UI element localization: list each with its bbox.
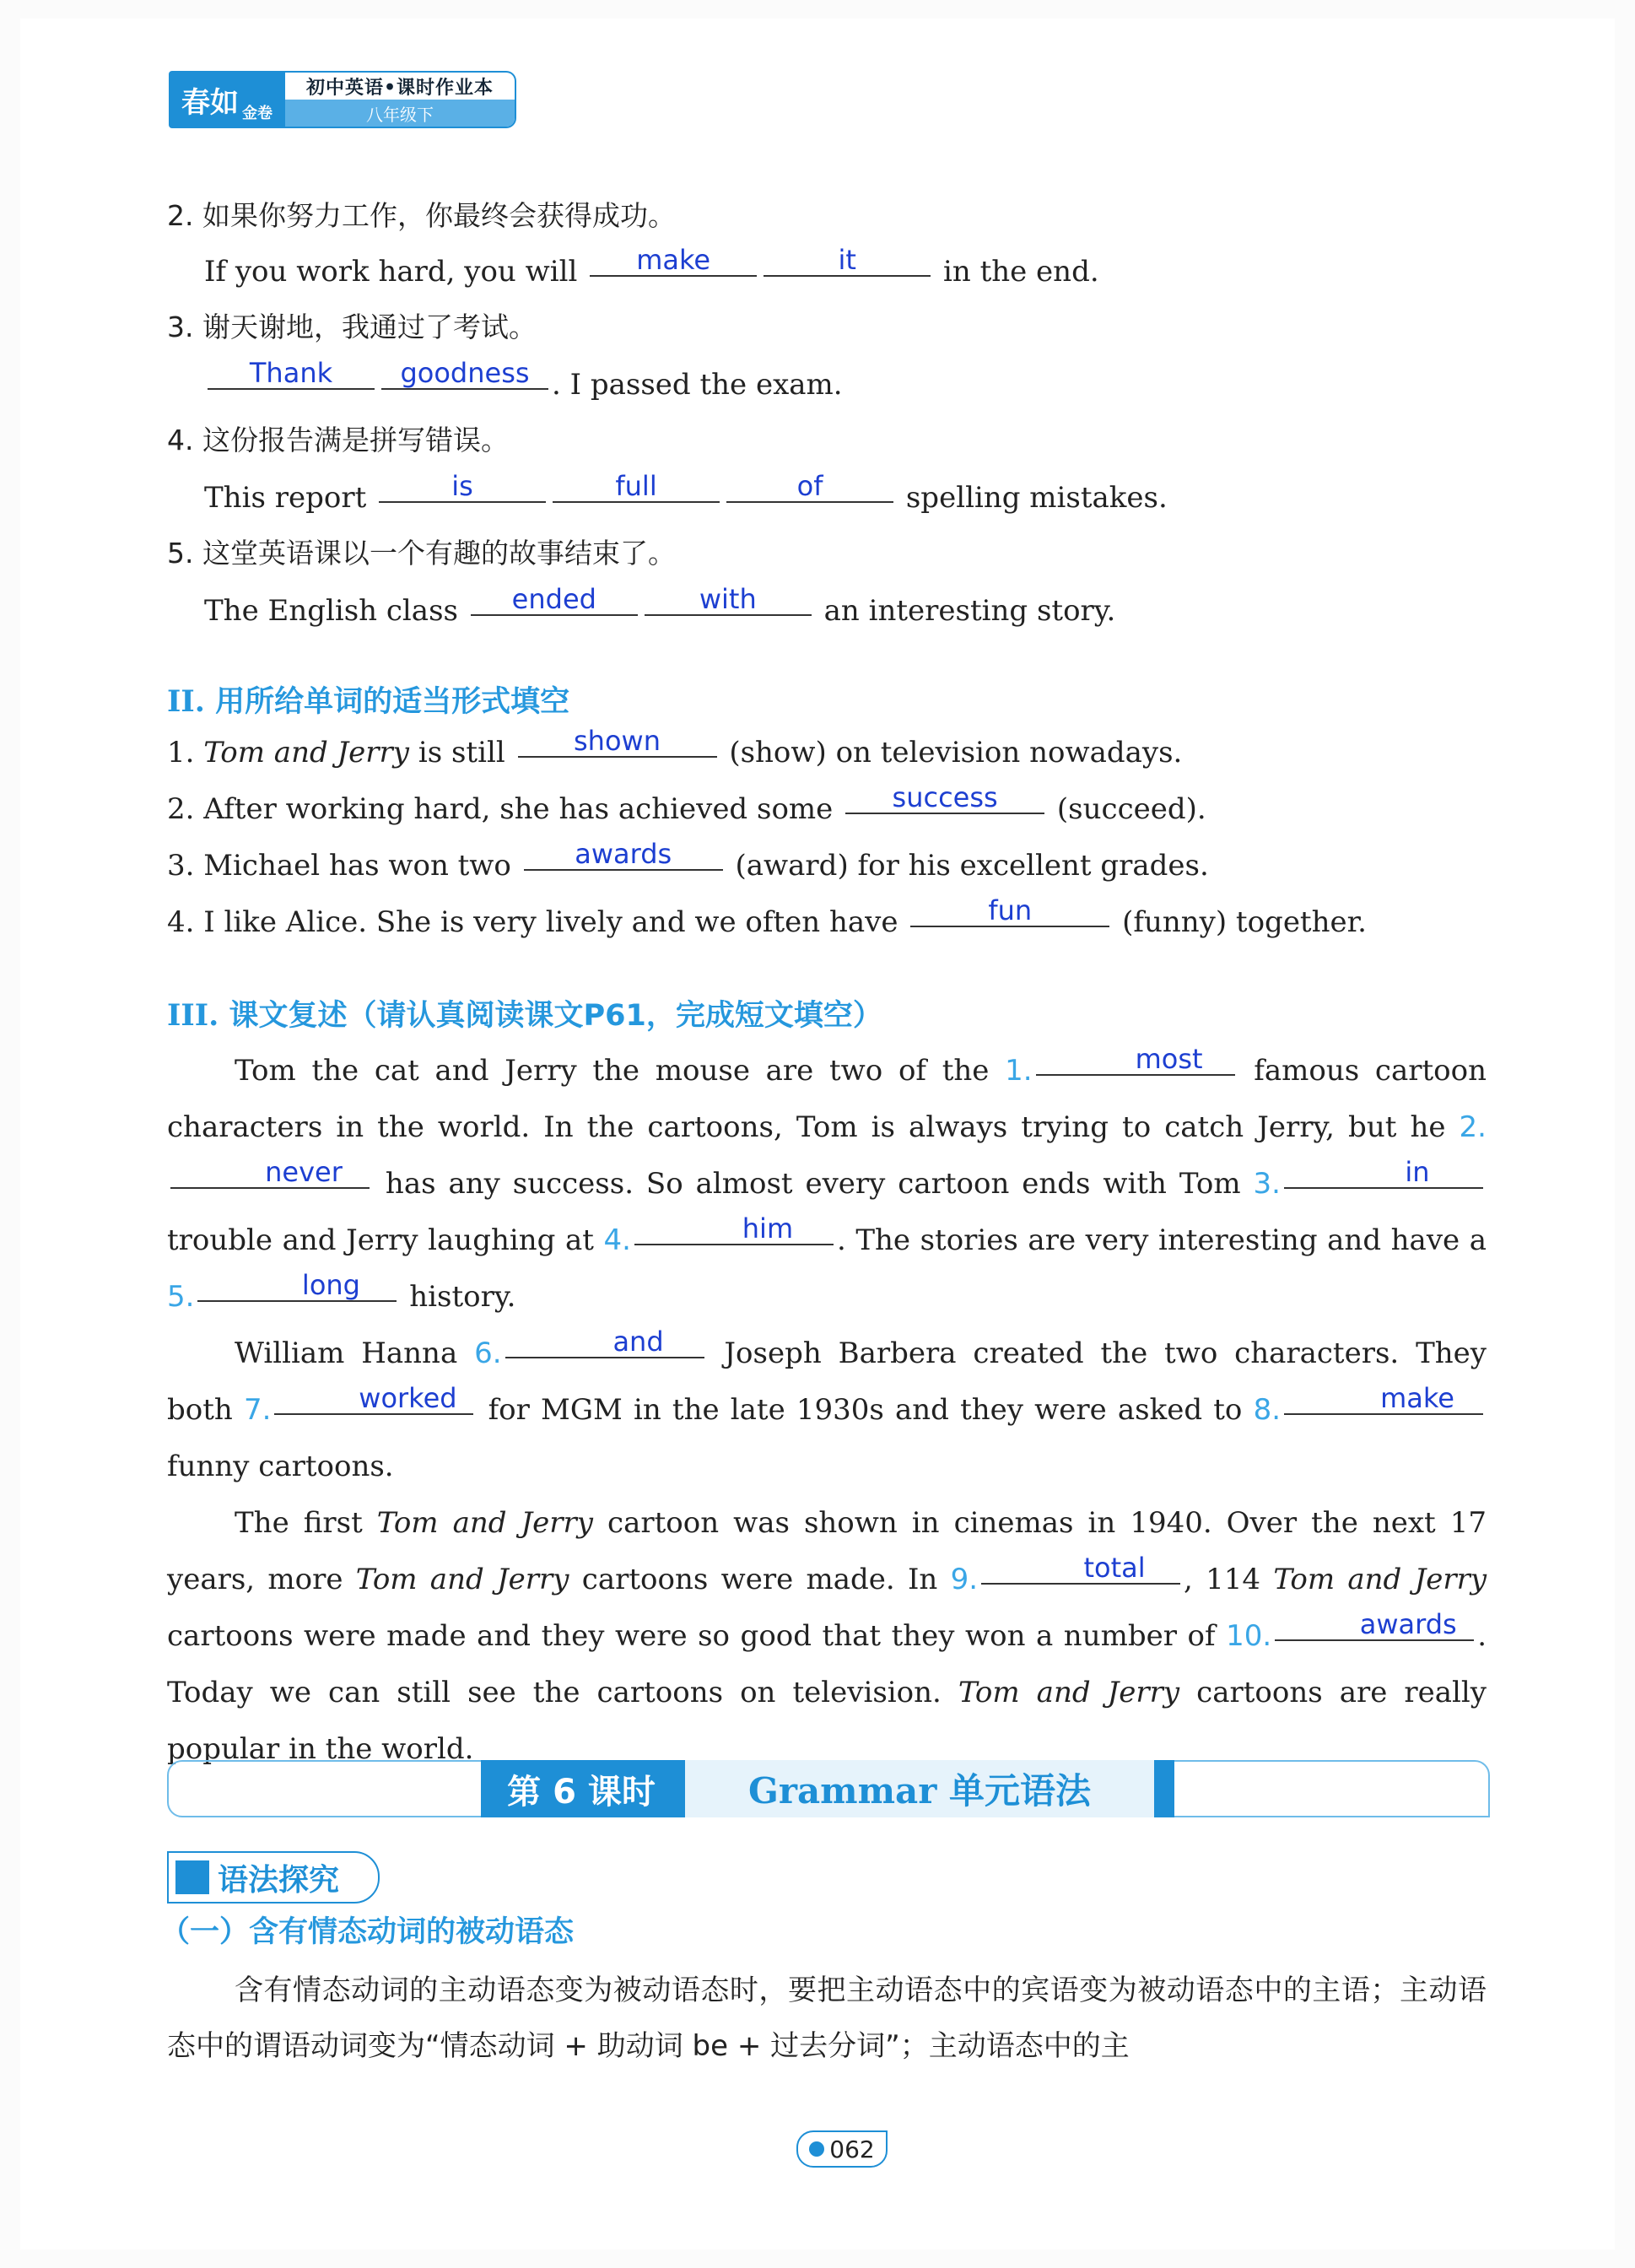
grammar-body: 含有情态动词的主动语态变为被动语态时，要把主动语态中的宾语变为被动语态中的主语；主动语态中的谓语动词变为“情态动词 + 助动词 be + 过去分词”；主动语态中的主 [167,1974,1487,2063]
item-5-english [204,583,1116,629]
section-3-heading [167,992,882,1034]
lesson-title: Grammar 单元语法 [682,1760,1174,1817]
answer-blank[interactable]: full [553,471,720,503]
item-3-english [204,357,843,403]
s2-item-4 [167,894,1367,941]
blank-number: 4. [603,1223,631,1257]
answer-blank[interactable]: worked [274,1383,473,1415]
item-5-suffix: an interesting story. [823,594,1116,628]
square-icon [175,1860,209,1894]
blank-number: 8. [1253,1393,1282,1427]
passage-text: history. [409,1280,516,1314]
passage-text: . The stories are very interesting and have a [836,1223,1487,1257]
item-4-chinese: 4. 这份报告满是拼写错误。 [167,424,509,456]
section-2-heading [167,678,569,721]
answer-blank[interactable]: most [1036,1044,1235,1076]
passage-text: funny cartoons. [167,1450,394,1483]
blank-number: 1. [1005,1054,1033,1088]
passage-text: has any success. So almost every cartoon ends with Tom [385,1167,1241,1201]
s2-item-3 [167,838,1209,884]
answer-blank[interactable]: is [379,471,546,503]
s2-item-4-prefix: 4. I like Alice. She is very lively and we often have [167,905,898,939]
series-box [285,71,516,128]
grammar-tag-label: 语法探究 [218,1862,340,1898]
section-3-number: III. [167,998,219,1033]
passage-text: William Hanna [235,1336,458,1370]
section-2-number: II. [167,684,205,719]
item-2-english [204,244,1099,290]
item-3-suffix: . I passed the exam. [552,368,843,402]
cartoon-title: Tom and Jerry [355,1563,569,1596]
cartoon-title: Tom and Jerry [958,1676,1180,1709]
s2-item-1-title: Tom and Jerry [203,736,410,770]
answer-blank[interactable]: in [1284,1157,1483,1189]
blank-number: 10. [1226,1619,1272,1653]
passage-text: Joseph Barbera created the two characters. They both [167,1336,1487,1427]
answer-blank[interactable]: awards [524,839,723,871]
lesson-banner [167,1760,1490,1817]
passage-text: cartoons are really popular in the world. [167,1676,1487,1766]
s2-item-3-prefix: 3. Michael has won two [167,849,511,883]
passage-text: cartoons were made and they were so good that they won a number of [167,1619,1216,1653]
item-2-suffix: in the end. [942,255,1099,289]
s2-item-2 [167,781,1206,828]
answer-blank[interactable]: long [197,1270,397,1302]
item-4-english [204,470,1168,516]
blank-number: 5. [167,1280,195,1314]
blank-number: 3. [1253,1167,1281,1201]
blank-number: 9. [950,1563,979,1596]
passage-text: cartoon was shown in cinemas in 1940. Over the next 17 years, more [167,1506,1487,1596]
answer-blank[interactable]: of [726,471,893,503]
passage-text: for MGM in the late 1930s and they were asked to [488,1393,1243,1427]
section-3-title: 课文复述（请认真阅读课文P61，完成短文填空） [229,999,882,1033]
answer-blank[interactable]: it [764,245,931,277]
s2-item-1-prefix2: is still [409,736,505,770]
item-5-prefix: The English class [204,594,458,628]
item-4-suffix: spelling mistakes. [905,481,1168,515]
item-3-chinese: 3. 谢天谢地，我通过了考试。 [167,310,537,343]
answer-blank[interactable]: make [1284,1383,1483,1415]
cartoon-title: Tom and Jerry [1273,1563,1487,1596]
page-number-text: 062 [829,2135,875,2163]
logo-text: 春如 [181,85,239,120]
brand-logo [169,71,285,128]
item-4-prefix: This report [204,481,367,515]
passage-text: , 114 [1184,1563,1261,1596]
item-2-prefix: If you work hard, you will [204,255,578,289]
cartoon-title: Tom and Jerry [376,1506,593,1540]
lesson-banner-center [481,1760,1174,1817]
s2-item-1 [167,725,1183,771]
s2-item-1-suffix: (show) on television nowadays. [729,736,1183,770]
answer-blank[interactable]: fun [910,895,1109,927]
series-title: 初中英语•课时作业本 [305,76,494,99]
lesson-number: 第 6 课时 [481,1760,682,1817]
answer-blank[interactable]: total [981,1552,1180,1585]
s2-item-1-prefix: 1. [167,736,204,770]
item-2-chinese: 2. 如果你努力工作，你最终会获得成功。 [167,199,676,232]
book-header [169,71,516,128]
answer-blank[interactable]: make [590,245,757,277]
passage-text: famous cartoon characters in the world. In the cartoons, Tom is always trying to catch Jerry, but he [167,1054,1487,1144]
answer-blank[interactable]: ended [471,584,638,616]
s2-item-2-suffix: (succeed). [1056,792,1206,826]
answer-blank[interactable]: never [170,1157,370,1189]
blank-number: 6. [474,1336,502,1370]
passage-text: Tom the cat and Jerry the mouse are two of the [235,1054,990,1088]
passage-text: . Today we can still see the cartoons on television. [167,1619,1487,1709]
answer-blank[interactable]: goodness [381,358,548,390]
s2-item-3-suffix: (award) for his excellent grades. [735,849,1209,883]
passage [167,1043,1487,1778]
answer-blank[interactable]: him [634,1213,834,1245]
grammar-tag [167,1851,380,1904]
answer-blank[interactable]: and [505,1326,704,1358]
logo-sub: 金卷 [242,105,272,122]
s2-item-4-suffix: (funny) together. [1122,905,1367,939]
passage-text: The first [235,1506,363,1540]
blank-number: 2. [1459,1110,1487,1144]
answer-blank[interactable]: Thank [208,358,375,390]
answer-blank[interactable]: with [645,584,812,616]
answer-blank[interactable]: awards [1275,1609,1474,1641]
passage-text: cartoons were made. In [581,1563,938,1596]
grammar-subtitle: （一）含有情态动词的被动语态 [160,1915,575,1949]
blank-number: 7. [243,1393,272,1427]
item-5-chinese: 5. 这堂英语课以一个有趣的故事结束了。 [167,537,676,570]
s2-item-2-prefix: 2. After working hard, she has achieved some [167,792,834,826]
grade-label: 八年级下 [285,100,515,127]
section-2-title: 用所给单词的适当形式填空 [215,685,570,719]
answer-blank[interactable]: shown [518,726,717,758]
passage-text: trouble and Jerry laughing at [167,1223,594,1257]
dot-icon [809,2141,824,2157]
answer-blank[interactable]: success [845,782,1044,814]
page-number [796,2130,888,2168]
